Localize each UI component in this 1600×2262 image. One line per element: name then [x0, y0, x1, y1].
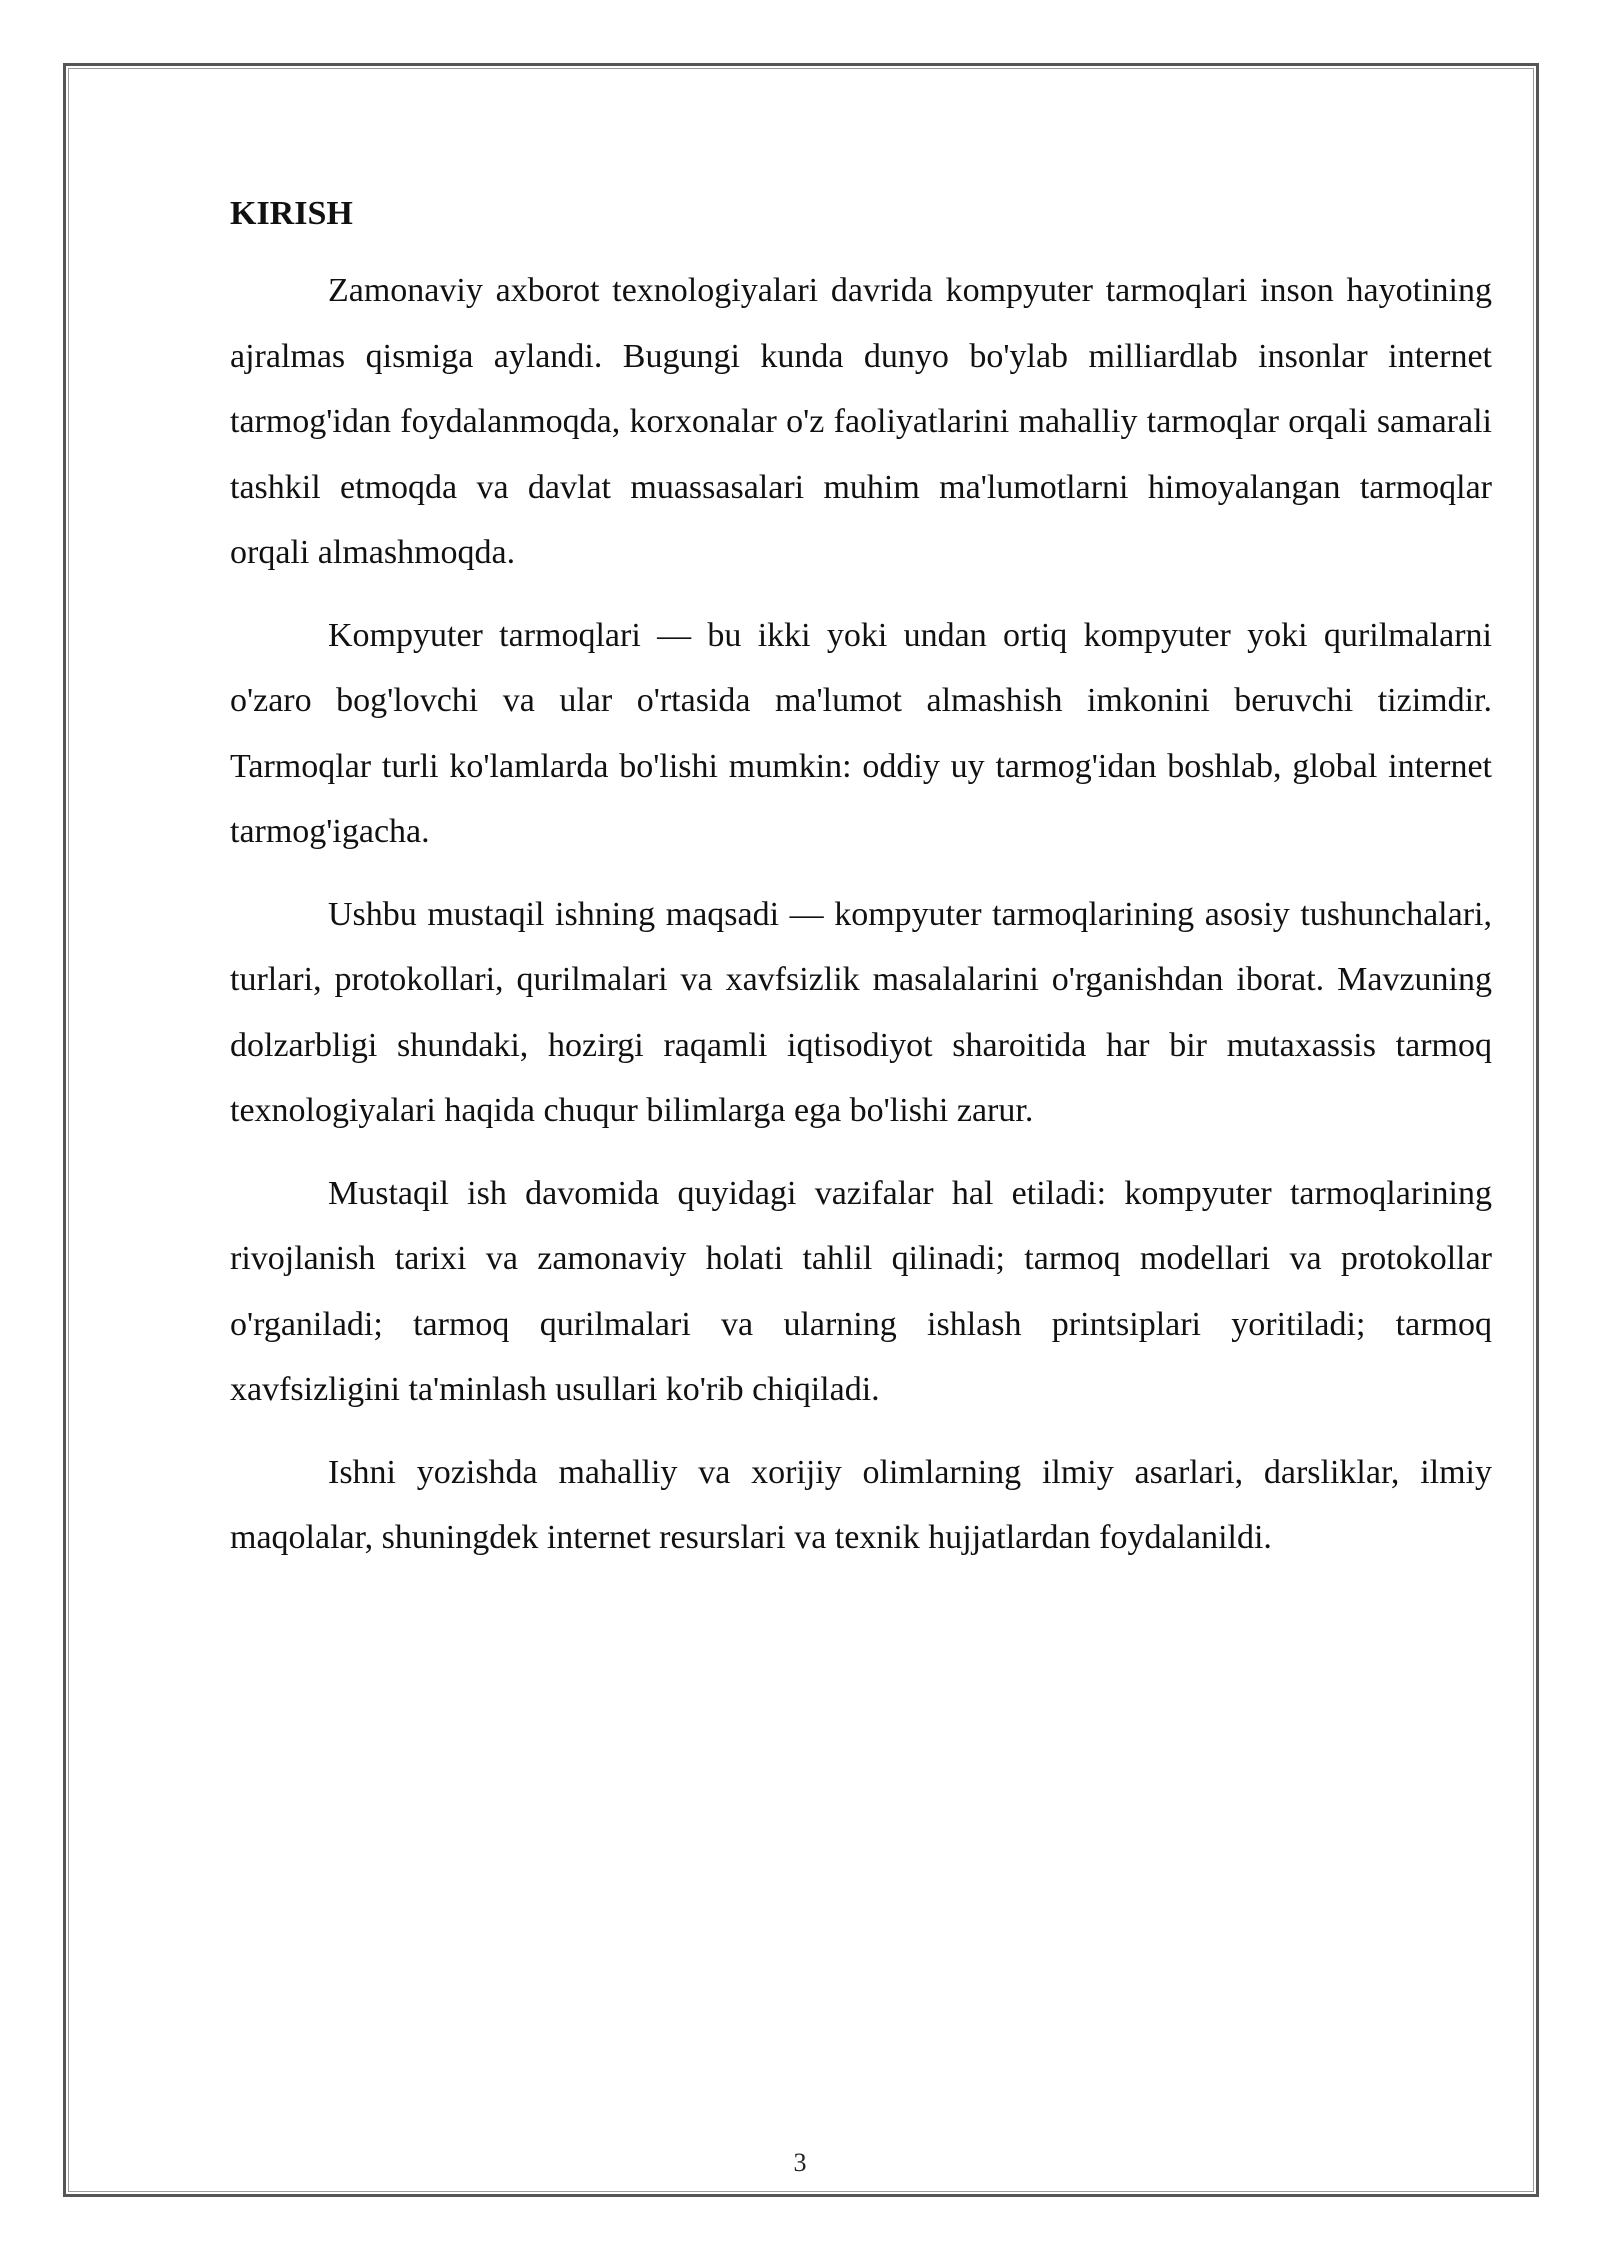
- paragraph-2: Kompyuter tarmoqlari — bu ikki yoki undan ortiq kompyuter yoki qurilmalarni o'zaro bog'lovchi va ular o'rtasida ma'lumot almashish imkonini beruvchi tizimdir. Tarmoqlar turli ko'lamlarda bo'lishi mumkin: oddiy uy tarmog'idan boshlab, global internet tarmog'igacha.: [230, 616, 1492, 850]
- section-heading: KIRISH: [230, 195, 353, 232]
- document-body: [230, 186, 1492, 1588]
- page-number: 3: [793, 2148, 807, 2177]
- paragraph-5: Ishni yozishda mahalliy va xorijiy olimlarning ilmiy asarlari, darsliklar, ilmiy maqolalar, shuningdek internet resurslari va texnik hujjatlardan foydalanildi.: [230, 1453, 1492, 1556]
- paragraph-4: Mustaqil ish davomida quyidagi vazifalar hal etiladi: kompyuter tarmoqlarining rivojlanish tarixi va zamonaviy holati tahlil qilinadi; tarmoq modellari va protokollar o'rganiladi; tarmoq qurilmalari va ularning ishlash printsiplari yoritiladi; tarmoq xavfsizligini ta'minlash usullari ko'rib chiqiladi.: [230, 1174, 1492, 1408]
- paragraph-3: Ushbu mustaqil ishning maqsadi — kompyuter tarmoqlarining asosiy tushunchalari, turlari, protokollari, qurilmalari va xavfsizlik masalalarini o'rganishdan iborat. Mavzuning dolzarbligi shundaki, hozirgi raqamli iqtisodiyot sharoitida har bir mutaxassis tarmoq texnologiyalari haqida chuqur bilimlarga ega bo'lishi zarur.: [230, 895, 1492, 1129]
- paragraph-1: Zamonaviy axborot texnologiyalari davrida kompyuter tarmoqlari inson hayotining ajralmas qismiga aylandi. Bugungi kunda dunyo bo'ylab milliardlab insonlar internet tarmog'idan foydalanmoqda, korxonalar o'z faoliyatlarini mahalliy tarmoqlar orqali samarali tashkil etmoqda va davlat muassasalari muhim ma'lumotlarni himoyalangan tarmoqlar orqali almashmoqda.: [230, 272, 1492, 571]
